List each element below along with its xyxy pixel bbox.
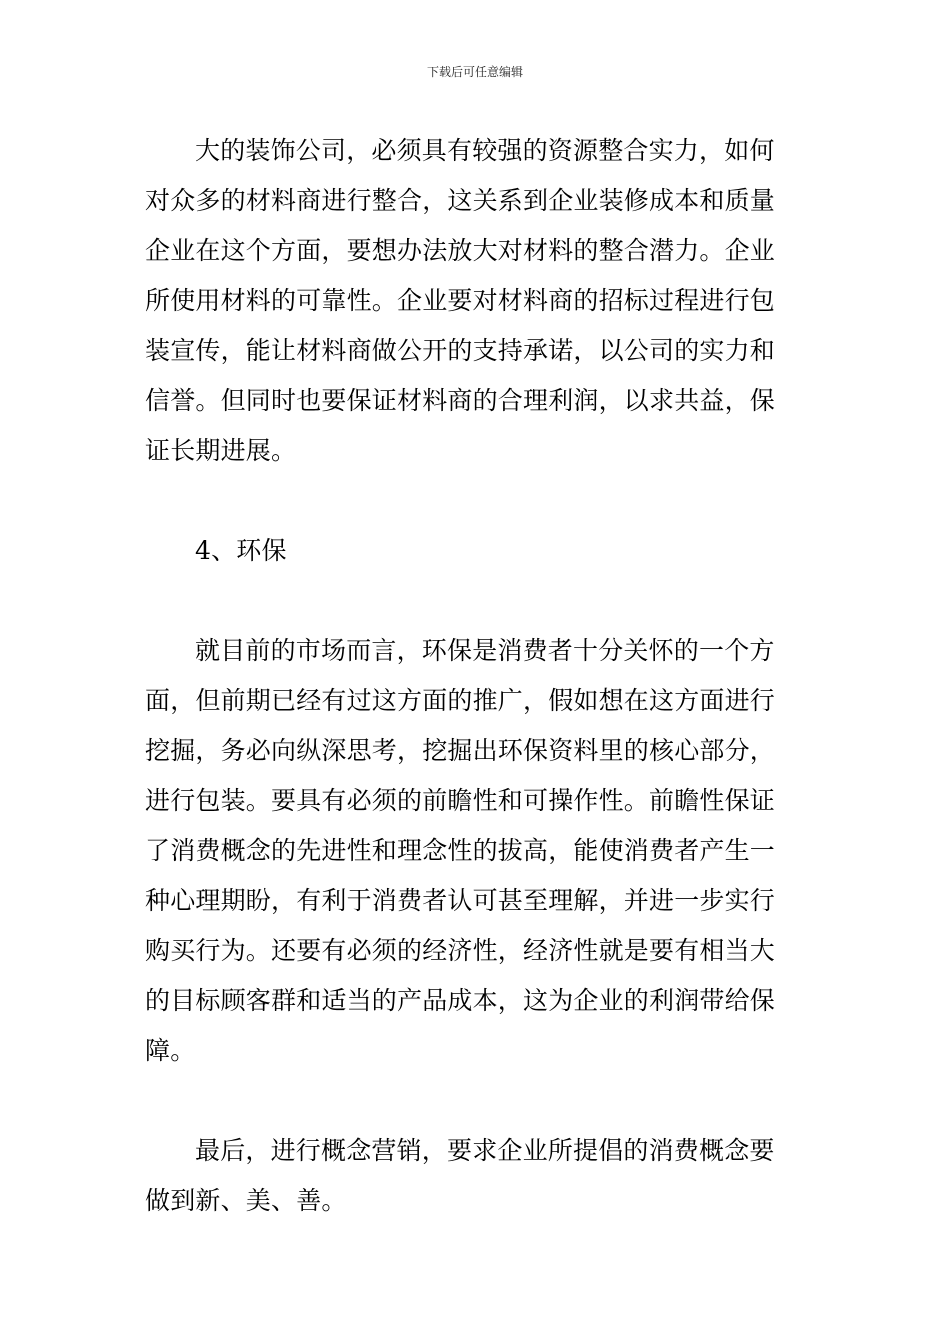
text-line: 所使用材料的可靠性。企业要对材料商的招标过程进行包 [145, 286, 776, 315]
text-line: 的目标顾客群和适当的产品成本，这为企业的利润带给保 [145, 986, 776, 1015]
text-line: 购买行为。还要有必须的经济性，经济性就是要有相当大 [145, 936, 776, 965]
paragraph-environment [145, 626, 810, 1076]
text-line: 对众多的材料商进行整合，这关系到企业装修成本和质量 [145, 186, 776, 215]
text-line: 装宣传，能让材料商做公开的支持承诺，以公司的实力和 [145, 336, 776, 365]
text-line: 信誉。但同时也要保证材料商的合理利润，以求共益，保 [145, 386, 776, 415]
text-line: 面，但前期已经有过这方面的推广，假如想在这方面进行 [145, 686, 776, 715]
text-line: 做到新、美、善。 [145, 1186, 347, 1215]
section-heading-text: 4、环保 [195, 536, 287, 565]
text-line: 种心理期盼，有利于消费者认可甚至理解，并进一步实行 [145, 886, 776, 915]
paragraph-materials [145, 126, 810, 476]
paragraph-spacer [145, 576, 810, 626]
document-body [145, 126, 810, 1226]
text-line: 大的装饰公司，必须具有较强的资源整合实力，如何 [195, 136, 775, 165]
text-line: 企业在这个方面，要想办法放大对材料的整合潜力。企业 [145, 236, 776, 265]
section-heading [145, 526, 810, 576]
text-line: 就目前的市场而言，环保是消费者十分关怀的一个方 [195, 636, 775, 665]
paragraph-spacer [145, 476, 810, 526]
text-line: 障。 [145, 1036, 196, 1065]
paragraph-conclusion [145, 1126, 810, 1226]
text-line: 了消费概念的先进性和理念性的拔高，能使消费者产生一 [145, 836, 776, 865]
text-line: 证长期进展。 [145, 436, 297, 465]
text-line: 挖掘，务必向纵深思考，挖掘出环保资料里的核心部分， [145, 736, 776, 765]
text-line: 最后，进行概念营销，要求企业所提倡的消费概念要 [195, 1136, 775, 1165]
text-line: 进行包装。要具有必须的前瞻性和可操作性。前瞻性保证 [145, 786, 776, 815]
page-header-note: 下载后可任意编辑 [426, 65, 523, 79]
paragraph-spacer [145, 1076, 810, 1126]
